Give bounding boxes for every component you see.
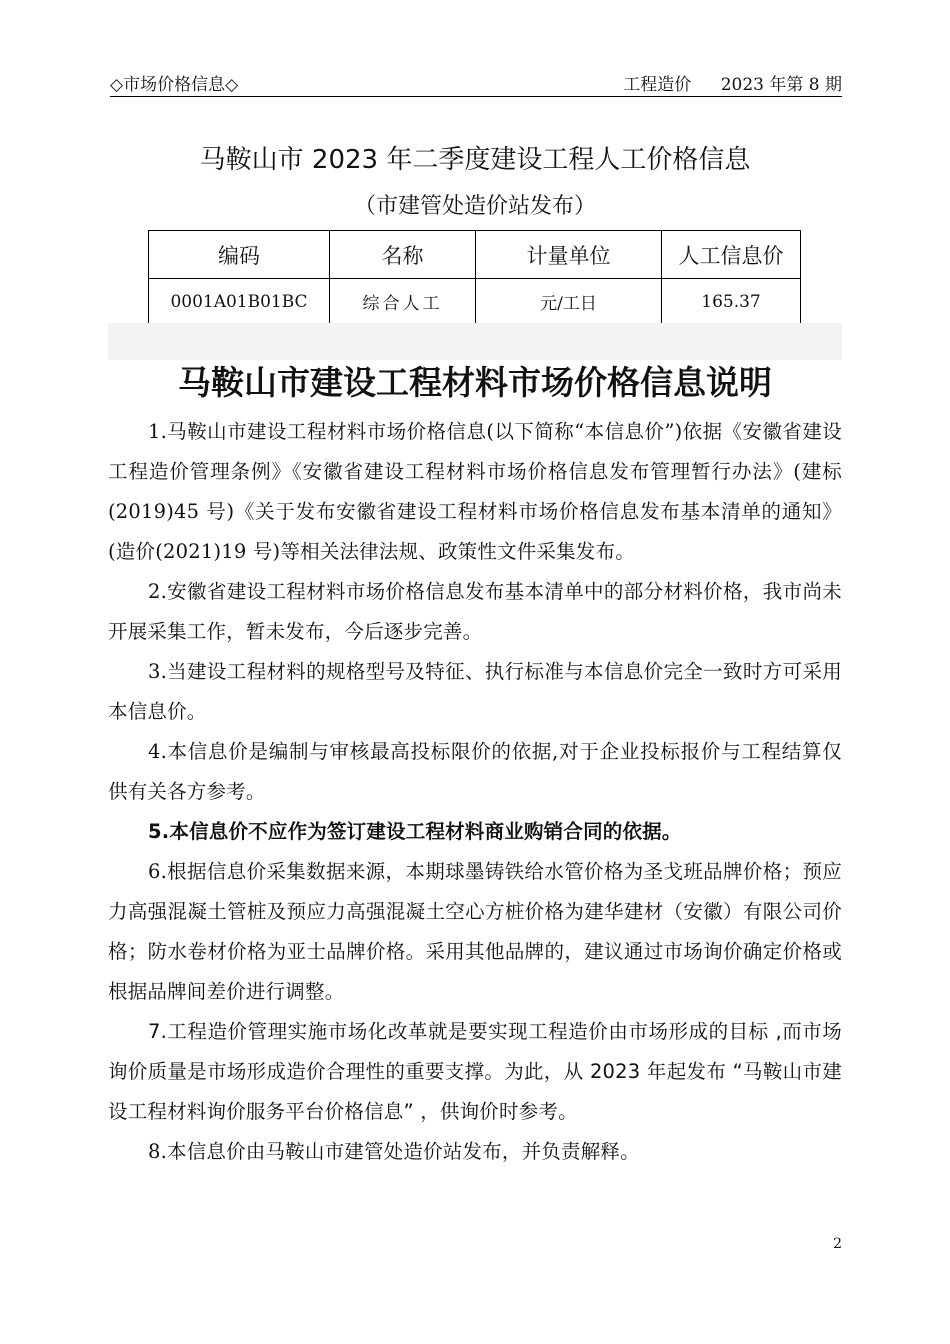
column-header-code: 编码	[149, 231, 330, 279]
note-paragraph-6: 6.根据信息价采集数据来源，本期球墨铸铁给水管价格为圣戈班品牌价格；预应力高强混凝土管桩及预应力高强混凝土空心方桩价格为建华建材（安徽）有限公司价格；防水卷材价格为亚士品牌价格。采用其他品牌的，建议通过市场询价确定价格或根据品牌间差价进行调整。	[108, 860, 842, 1003]
labor-price-subtitle: （市建管处造价站发布）	[353, 194, 596, 219]
note-paragraph-2: 2.安徽省建设工程材料市场价格信息发布基本清单中的部分材料价格，我市尚未开展采集工作，暂未发布，今后逐步完善。	[108, 580, 842, 643]
note-paragraph-7: 7.工程造价管理实施市场化改革就是要实现工程造价由市场形成的目标 ,而市场询价质量是市场形成造价合理性的重要支撑。为此，从 2023 年起发布 “马鞍山市建设工程材料询价服务平台价格信息” ，供询价时参考。	[108, 1020, 842, 1123]
page-number: 2	[833, 1236, 842, 1252]
labor-price-table	[148, 230, 801, 325]
column-header-price: 人工信息价	[662, 231, 801, 279]
labor-price-title: 马鞍山市 2023 年二季度建设工程人工价格信息	[199, 145, 751, 175]
header-issue-number: 2023 年第 8 期	[720, 75, 842, 95]
note-paragraph-8: 8.本信息价由马鞍山市建管处造价站发布，并负责解释。	[148, 1140, 640, 1163]
cell-unit: 元/工日	[476, 279, 662, 325]
note-paragraph-3: 3.当建设工程材料的规格型号及特征、执行标准与本信息价完全一致时方可采用本信息价。	[108, 660, 842, 723]
cell-name: 综合人工	[330, 279, 476, 325]
table-header-row	[149, 231, 801, 279]
header-section-label: ◇市场价格信息◇	[110, 75, 239, 95]
column-header-unit: 计量单位	[476, 231, 662, 279]
cell-price: 165.37	[662, 279, 801, 325]
table-row	[149, 279, 801, 325]
notes-title: 马鞍山市建设工程材料市场价格信息说明	[178, 363, 772, 402]
note-paragraph-4: 4.本信息价是编制与审核最高投标限价的依据,对于企业投标报价与工程结算仅供有关各方参考。	[108, 740, 842, 803]
column-header-name: 名称	[330, 231, 476, 279]
page-header	[110, 70, 842, 97]
cell-code: 0001A01B01BC	[149, 279, 330, 325]
note-paragraph-5: 5.本信息价不应作为签订建设工程材料商业购销合同的依据。	[148, 820, 682, 843]
note-paragraph-1: 1.马鞍山市建设工程材料市场价格信息(以下简称“本信息价”)依据《安徽省建设工程造价管理条例》《安徽省建设工程材料市场价格信息发布管理暂行办法》(建标(2019)45 号)《关于发布安徽省建设工程材料市场价格信息发布基本清单的通知》(造价(2021)19 号)等相关法律法规、政策性文件采集发布。	[108, 420, 842, 563]
notes-body	[108, 412, 842, 1172]
header-issue-info	[599, 70, 842, 95]
header-journal-name: 工程造价	[623, 75, 692, 95]
shaded-band	[108, 323, 842, 360]
